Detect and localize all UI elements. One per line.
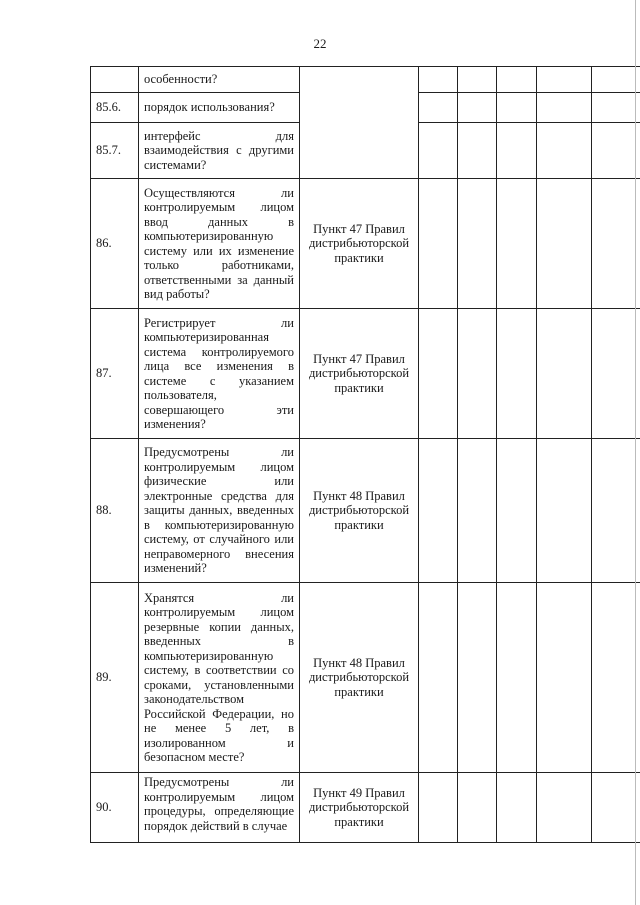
- row-reference: Пункт 48 Правил дистрибьюторской практики: [300, 439, 419, 583]
- row-number: 89.: [91, 583, 139, 773]
- answer-cell[interactable]: [458, 309, 497, 439]
- row-question: порядок использования?: [139, 93, 300, 123]
- answer-cell[interactable]: [497, 67, 537, 93]
- answer-cell[interactable]: [458, 93, 497, 123]
- answer-cell[interactable]: [497, 93, 537, 123]
- row-number: [91, 67, 139, 93]
- answer-cell[interactable]: [419, 309, 458, 439]
- answer-cell[interactable]: [537, 309, 592, 439]
- row-number: 86.: [91, 179, 139, 309]
- answer-cell[interactable]: [419, 93, 458, 123]
- answer-cell[interactable]: [537, 67, 592, 93]
- table-row: [91, 439, 640, 583]
- table-row: [91, 583, 640, 773]
- row-reference: Пункт 48 Правил дистрибьюторской практики: [300, 583, 419, 773]
- answer-cell[interactable]: [592, 309, 640, 439]
- answer-cell[interactable]: [537, 93, 592, 123]
- answer-cell[interactable]: [419, 773, 458, 843]
- row-number: 87.: [91, 309, 139, 439]
- row-question: Предусмотрены ли контролируемым лицом процедуры, определяющие порядок действий в случае: [139, 773, 300, 843]
- answer-cell[interactable]: [458, 439, 497, 583]
- row-question: интерфейс для взаимодействия с другими системами?: [139, 123, 300, 179]
- row-reference: Пункт 47 Правил дистрибьюторской практики: [300, 179, 419, 309]
- row-question: Регистрирует ли компьютеризированная система контролируемого лица все изменения в системе с указанием пользователя, совершающего эти изменения?: [139, 309, 300, 439]
- row-number: 85.7.: [91, 123, 139, 179]
- checklist-table: [90, 66, 640, 843]
- row-question: Предусмотрены ли контролируемым лицом физические или электронные средства для защиты данных, введенных в компьютеризированную систему, от случайного или неправомерного внесения изменений?: [139, 439, 300, 583]
- answer-cell[interactable]: [458, 179, 497, 309]
- answer-cell[interactable]: [458, 123, 497, 179]
- row-question: Хранятся ли контролируемым лицом резервные копии данных, введенных в компьютеризированную систему, в соответствии со сроками, установленными законодательством Российской Федерации, но не менее 5 лет, в изолированном и безопасном месте?: [139, 583, 300, 773]
- table-row: [91, 67, 640, 93]
- table-row: [91, 773, 640, 843]
- row-reference: [300, 67, 419, 179]
- page-number: 22: [313, 36, 327, 51]
- answer-cell[interactable]: [592, 583, 640, 773]
- answer-cell[interactable]: [592, 93, 640, 123]
- answer-cell[interactable]: [419, 179, 458, 309]
- row-number: 85.6.: [91, 93, 139, 123]
- answer-cell[interactable]: [537, 773, 592, 843]
- answer-cell[interactable]: [497, 123, 537, 179]
- answer-cell[interactable]: [419, 439, 458, 583]
- answer-cell[interactable]: [419, 583, 458, 773]
- row-question: особенности?: [139, 67, 300, 93]
- row-reference: Пункт 47 Правил дистрибьюторской практики: [300, 309, 419, 439]
- answer-cell[interactable]: [537, 179, 592, 309]
- table-row: [91, 179, 640, 309]
- answer-cell[interactable]: [497, 439, 537, 583]
- answer-cell[interactable]: [458, 583, 497, 773]
- answer-cell[interactable]: [458, 773, 497, 843]
- answer-cell[interactable]: [419, 67, 458, 93]
- answer-cell[interactable]: [592, 179, 640, 309]
- answer-cell[interactable]: [592, 439, 640, 583]
- row-number: 90.: [91, 773, 139, 843]
- answer-cell[interactable]: [419, 123, 458, 179]
- row-reference: Пункт 49 Правил дистрибьюторской практики: [300, 773, 419, 843]
- scan-edge-line: [635, 0, 636, 905]
- answer-cell[interactable]: [497, 309, 537, 439]
- answer-cell[interactable]: [497, 773, 537, 843]
- answer-cell[interactable]: [497, 583, 537, 773]
- answer-cell[interactable]: [592, 773, 640, 843]
- answer-cell[interactable]: [537, 123, 592, 179]
- answer-cell[interactable]: [458, 67, 497, 93]
- row-number: 88.: [91, 439, 139, 583]
- answer-cell[interactable]: [537, 439, 592, 583]
- answer-cell[interactable]: [592, 123, 640, 179]
- answer-cell[interactable]: [537, 583, 592, 773]
- row-question: Осуществляются ли контролируемым лицом ввод данных в компьютеризированную систему или их изменение только работниками, ответственными за данный вид работы?: [139, 179, 300, 309]
- answer-cell[interactable]: [592, 67, 640, 93]
- table-row: [91, 309, 640, 439]
- answer-cell[interactable]: [497, 179, 537, 309]
